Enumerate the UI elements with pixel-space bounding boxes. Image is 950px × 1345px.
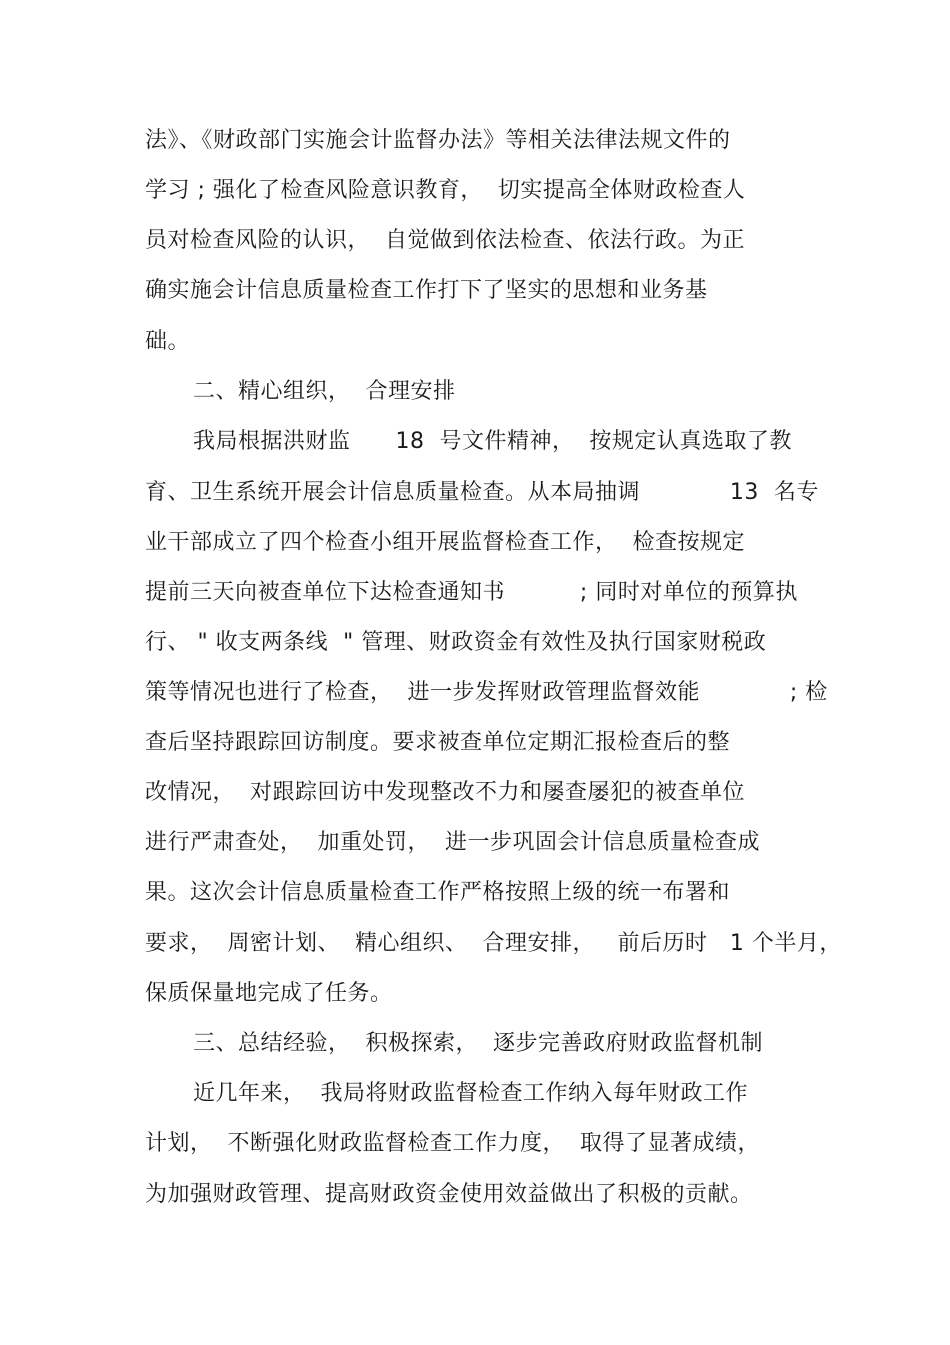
text-line-18: 保质保量地完成了任务。	[145, 981, 393, 1006]
text-line-8: 育、卫生系统开展会计信息质量检查。从本局抽调 13 名专	[145, 480, 819, 505]
text-line-5: 础。	[145, 329, 191, 354]
text-line-1: 法》、《财政部门实施会计监督办法》等相关法律法规文件的	[145, 128, 731, 153]
text-line-16: 果。这次会计信息质量检查工作严格按照上级的统一布署和	[145, 880, 731, 905]
text-line-4: 确实施会计信息质量检查工作打下了坚实的思想和业务基	[145, 278, 708, 303]
section-heading-2: 二、精心组织， 合理安排	[193, 379, 456, 404]
text-line-12: 策等情况也进行了检查， 进一步发挥财政管理监督效能 ; 检	[145, 680, 828, 705]
text-line-7: 我局根据洪财监 18 号文件精神， 按规定认真选取了教	[193, 429, 792, 454]
text-line-20: 近几年来， 我局将财政监督检查工作纳入每年财政工作	[193, 1081, 748, 1106]
section-heading-3: 三、总结经验， 积极探索， 逐步完善政府财政监督机制	[193, 1031, 763, 1056]
text-line-10: 提前三天向被查单位下达检查通知书 ; 同时对单位的预算执	[145, 580, 798, 605]
text-line-17: 要求， 周密计划、 精心组织、 合理安排， 前后历时 1 个半月，	[145, 931, 842, 956]
text-line-15: 进行严肃查处， 加重处罚， 进一步巩固会计信息质量检查成	[145, 830, 760, 855]
text-line-22: 为加强财政管理、提高财政资金使用效益做出了积极的贡献。	[145, 1182, 753, 1207]
text-line-14: 改情况， 对跟踪回访中发现整改不力和屡查屡犯的被查单位	[145, 780, 745, 805]
text-line-21: 计划， 不断强化财政监督检查工作力度， 取得了显著成绩，	[145, 1131, 760, 1156]
text-line-13: 查后坚持跟踪回访制度。要求被查单位定期汇报检查后的整	[145, 730, 731, 755]
text-line-3: 员对检查风险的认识， 自觉做到依法检查、依法行政。为正	[145, 228, 745, 253]
text-line-9: 业干部成立了四个检查小组开展监督检查工作， 检查按规定	[145, 530, 745, 555]
text-line-2: 学习 ; 强化了检查风险意识教育， 切实提高全体财政检查人	[145, 178, 746, 203]
text-line-11: 行、 " 收支两条线 " 管理、财政资金有效性及执行国家财税政	[145, 630, 767, 655]
